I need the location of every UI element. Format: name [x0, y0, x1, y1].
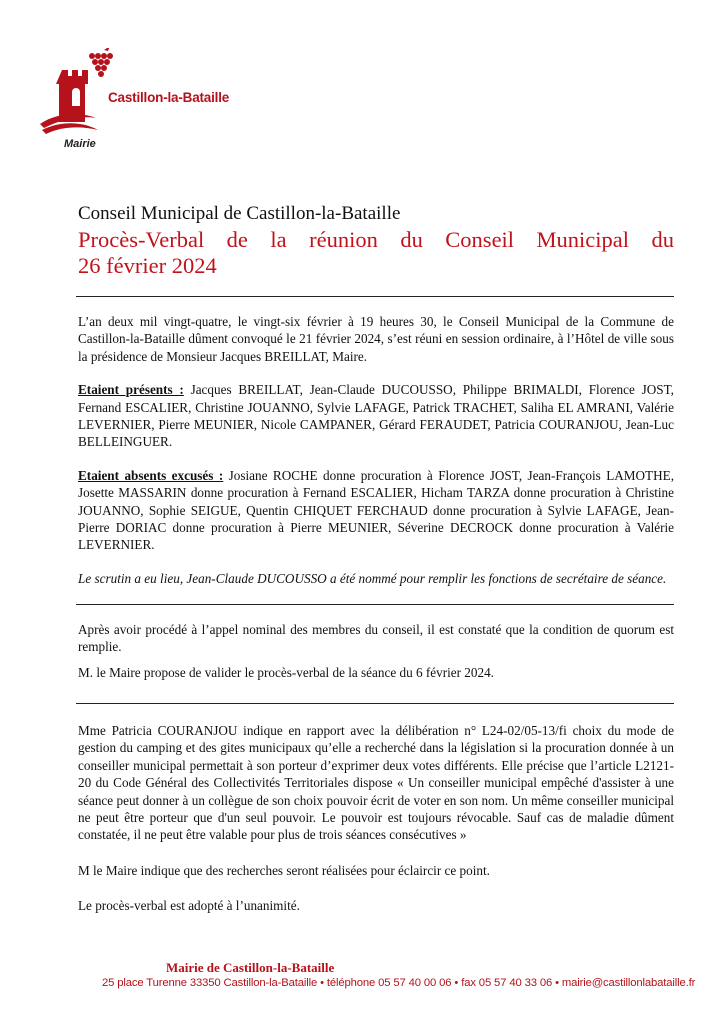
- discussion-section: [78, 722, 674, 931]
- logo-subtitle: Mairie: [64, 138, 96, 150]
- present-label: Etaient présents :: [78, 382, 184, 398]
- couranjou-paragraph: Mme Patricia COURANJOU indique en rapport avec la délibération n° L24-02/05-13/fi choix du mode de gestion du camping et des gites municipaux qu’elle a recherché dans la législation si la procuration donnée à un conseiller municipal permettait à son porteur d’exprimer deux votes différents. Elle précise que l’article L2121-20 du Code Général des Collectivités Territoriales dispose « Un conseiller municipal empêché d'assister à une séance peut donner à un collègue de son choix pouvoir écrit de voter en son nom. Un même conseiller municipal ne peut être porteur que d'un seul pouvoir. Le pouvoir est toujours révocable. Sauf cas de maladie dûment constatée, il ne peut être valable pour plus de trois séances consécutives »: [78, 723, 674, 843]
- maire-recherches-paragraph: M le Maire indique que des recherches seront réalisées pour éclaircir ce point.: [78, 862, 490, 878]
- absent-paragraph: [78, 467, 674, 554]
- secretary-paragraph: Le scrutin a eu lieu, Jean-Claude DUCOUSSO a été nommé pour remplir les fonctions de secrétaire de séance.: [78, 570, 667, 586]
- footer-address: 25 place Turenne 33350 Castillon-la-Bataille • téléphone 05 57 40 00 06 • fax 05 57 40 33 06 • mairie@castillonlabataille.fr: [102, 977, 696, 989]
- quorum-paragraph: Après avoir procédé à l’appel nominal des membres du conseil, il est constaté que la condition de quorum est remplie.: [78, 622, 674, 655]
- maire-propose-paragraph: M. le Maire propose de valider le procès-verbal de la séance du 6 février 2024.: [78, 664, 494, 680]
- adopted-paragraph: Le procès-verbal est adopté à l’unanimité.: [78, 898, 300, 914]
- divider: [76, 604, 674, 605]
- divider: [76, 296, 674, 297]
- document-header: [78, 203, 674, 279]
- present-list: Jacques BREILLAT, Jean-Claude DUCOUSSO, Philippe BRIMALDI, Florence JOST, Fernand ESCALIER, Christine JOUANNO, Sylvie LAFAGE, Patrick TRACHET, Saliha EL AMRANI, Valérie LEVERNIER, Pierre MEUNIER, Nicole CAMPANER, Gérard FERAUDET, Patricia COURANJOU, Jean-Luc BELLEINGUER.: [78, 382, 674, 450]
- divider: [76, 703, 674, 704]
- absent-list: Josiane ROCHE donne procuration à Florence JOST, Jean-François LAMOTHE, Josette MASSARIN donne procuration à Fernand ESCALIER, Hicham TARZA donne procuration à Christine JOUANNO, Sophie SEIGUE, Quentin CHIQUET FERCHAUD donne procuration à Sylvie LAFAGE, Jean-Pierre DORIAC donne procuration à Pierre MEUNIER, Séverine DECROCK donne procuration à Valérie LEVERNIER.: [78, 467, 674, 553]
- attendance-section: [78, 313, 674, 603]
- footer-title: Mairie de Castillon-la-Bataille: [166, 960, 335, 975]
- document-date: 26 février 2024: [78, 253, 217, 278]
- absent-label: Etaient absents excusés :: [78, 467, 224, 483]
- logo-name: Castillon-la-Bataille: [108, 90, 230, 105]
- council-name: Conseil Municipal de Castillon-la-Bataille: [78, 203, 401, 224]
- quorum-section: [78, 621, 674, 697]
- intro-paragraph: L’an deux mil vingt-quatre, le vingt-six février à 19 heures 30, le Conseil Municipal de la Commune de Castillon-la-Bataille dûment convoqué le 21 février 2024, s’est réuni en session ordinaire, à l’Hôtel de ville sous la présidence de Monsieur Jacques BREILLAT, Maire.: [78, 314, 674, 364]
- mairie-logo: [38, 48, 268, 158]
- present-paragraph: [78, 381, 674, 451]
- document-title: Procès-Verbal de la réunion du Conseil Municipal du: [78, 227, 674, 252]
